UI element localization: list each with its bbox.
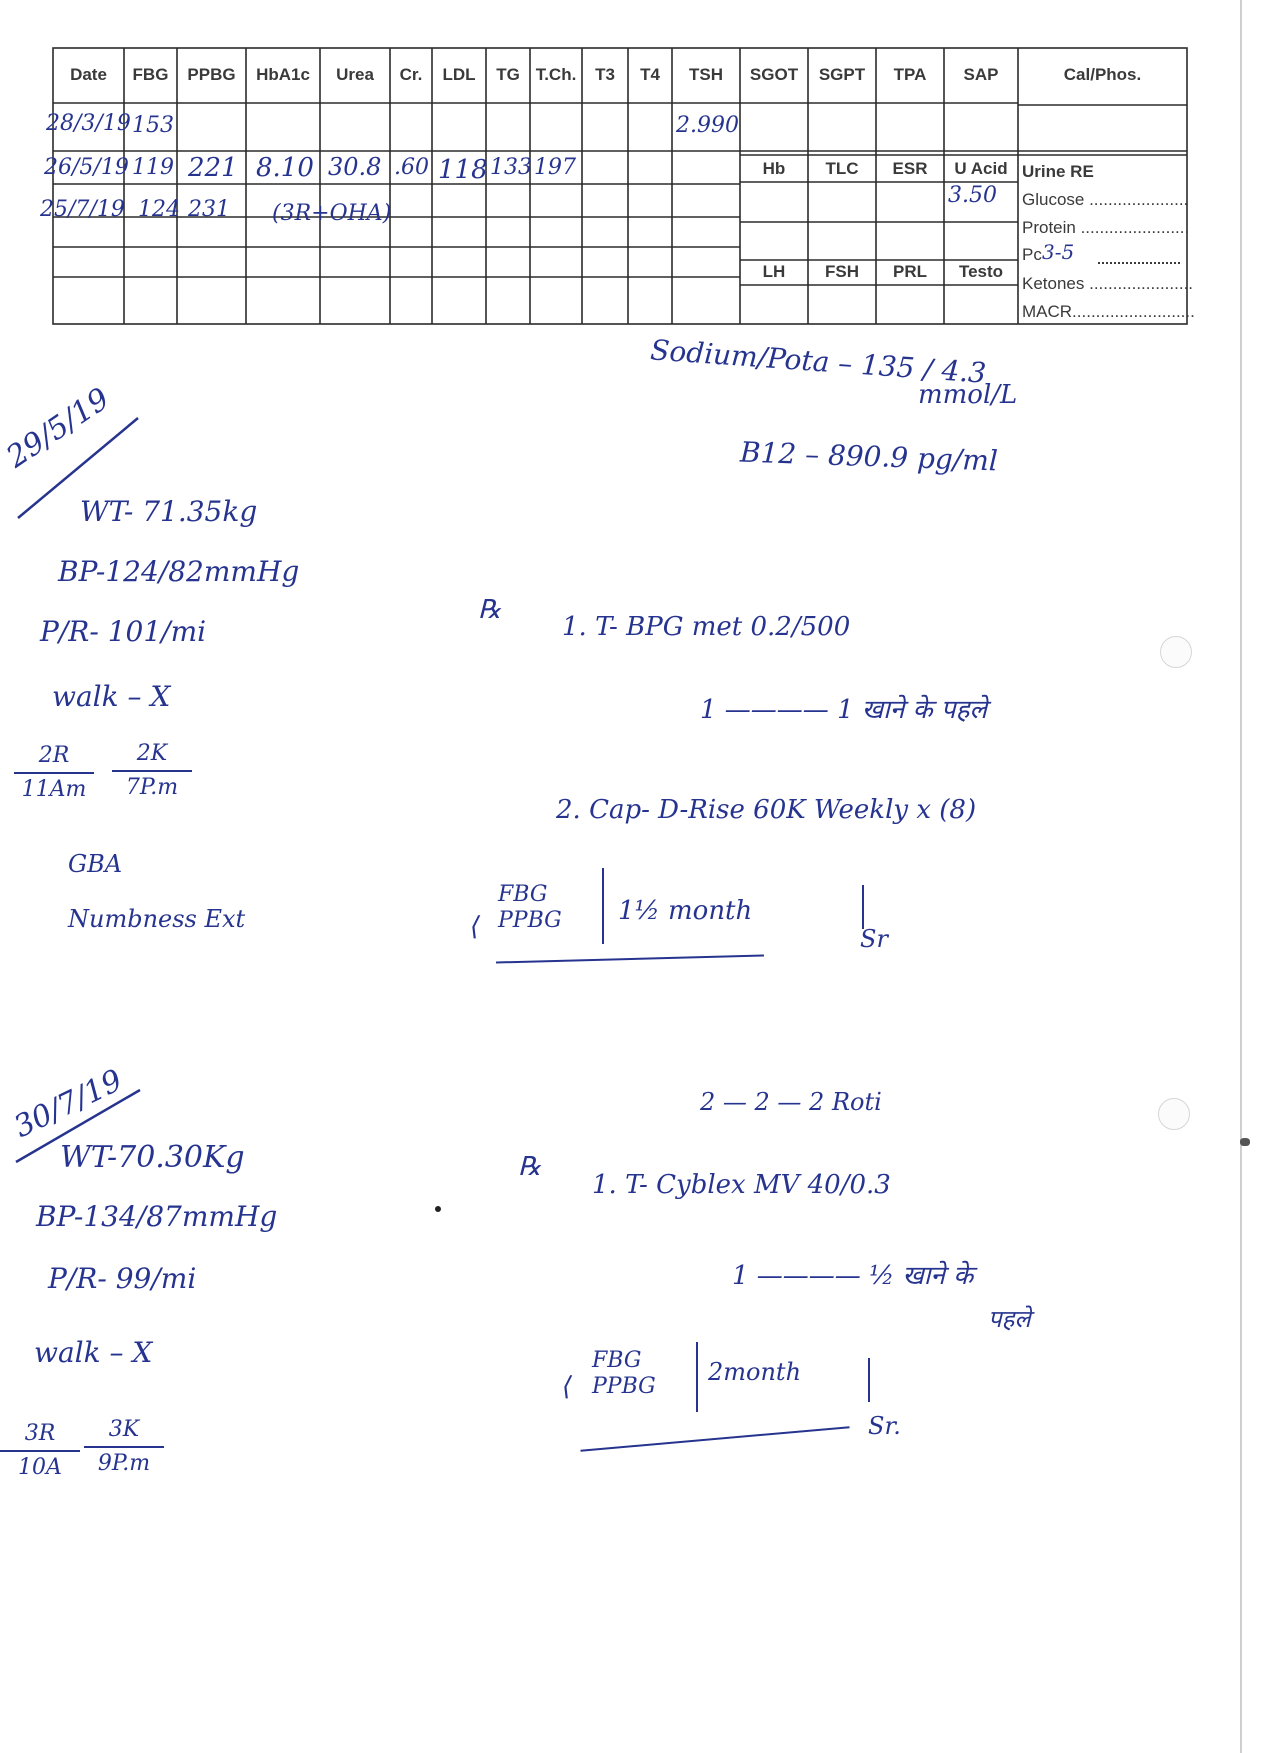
visit1-insulin-morning-dose: 2R (14, 740, 94, 774)
subheader-lh: LH (762, 262, 786, 281)
visit2-followup-divider (696, 1342, 698, 1412)
lab-results-table (40, 47, 1188, 325)
visit1-insulin-evening-time: 7P.m (125, 775, 179, 800)
visit1-rx1: 1. T- BPG met 0.2/500 (562, 612, 851, 642)
visit2-insulin-morning-time: 10A (18, 1455, 62, 1480)
visit1-gba: GBA (68, 850, 123, 878)
header-tg: TG (496, 65, 520, 84)
visit2-pulse: P/R- 99/mi (48, 1262, 197, 1295)
urine-re-title: Urine RE (1022, 162, 1094, 181)
row2-ppbg: 221 (188, 153, 238, 183)
header-ldl: LDL (442, 65, 476, 84)
visit1-signature: Sr (860, 925, 888, 953)
header-t4: T4 (640, 65, 660, 84)
subheader-testo: Testo (958, 262, 1004, 281)
subheader-hb: Hb (762, 159, 786, 178)
visit1-insulin-morning-time: 11Am (21, 777, 87, 802)
visit2-insulin-morning (0, 1418, 80, 1484)
visit2-rx-symbol: ℞ (518, 1152, 542, 1182)
urine-protein: Protein ....................... (1022, 218, 1190, 237)
row2-fbg: 119 (132, 155, 174, 180)
header-ppbg: PPBG (187, 65, 236, 84)
visit1-rx-symbol: ℞ (478, 595, 502, 625)
visit1-insulin-morning (14, 740, 94, 806)
row1-fbg: 153 (132, 113, 174, 138)
header-sap: SAP (963, 65, 999, 84)
row3-note: (3R+OHA) (272, 201, 392, 226)
urine-pus-dots (1098, 262, 1180, 264)
visit1-insulin-evening-dose: 2K (112, 738, 192, 772)
visit2-followup-underline (580, 1426, 849, 1452)
visit2-bp: BP-134/87mmHg (36, 1200, 278, 1233)
visit2-rx1-dose: 1 ———— ½ खाने के (732, 1261, 974, 1291)
visit2-walk: walk – X (34, 1336, 153, 1369)
subheader-esr: ESR (892, 159, 928, 178)
urine-macr: MACR.......................... (1022, 302, 1195, 321)
visit2-insulin-evening-time: 9P.m (97, 1451, 151, 1476)
visit1-numbness: Numbness Ext (68, 905, 246, 933)
b12-note: B12 – 890.9 pg/ml (739, 435, 999, 478)
urine-ketones: Ketones ...................... (1022, 274, 1194, 293)
visit1-date: 29/5/19 (0, 381, 116, 475)
visit2-insulin-morning-dose: 3R (0, 1418, 80, 1452)
visit2-weight: WT-70.30Kg (60, 1140, 245, 1175)
u-acid-value: 3.50 (948, 183, 997, 208)
visit1-followup-tests (498, 882, 562, 934)
header-tpa: TPA (893, 65, 927, 84)
row2-urea: 30.8 (328, 153, 382, 181)
visit2-followup-bracket: ⟨ (562, 1372, 573, 1402)
visit2-followup-period: 2month (708, 1358, 802, 1386)
row2-ldl: 118 (438, 155, 488, 185)
visit1-pulse: P/R- 101/mi (40, 615, 207, 648)
row3-fbg: 124 (138, 197, 180, 222)
subheader-prl: PRL (893, 262, 927, 281)
row3-date: 25/7/19 (40, 197, 125, 222)
visit1-followup-underline (496, 954, 764, 963)
visit2-date: 30/7/19 (8, 1062, 128, 1145)
header-tsh: TSH (689, 65, 723, 84)
visit1-bp: BP-124/82mmHg (58, 555, 300, 588)
row2-tg: 133 (490, 155, 532, 180)
row1-tsh: 2.990 (676, 113, 739, 138)
subheader-tlc: TLC (825, 159, 859, 178)
row2-cr: .60 (394, 155, 429, 180)
subheader-fsh: FSH (825, 262, 859, 281)
visit2-insulin-evening-dose: 3K (84, 1414, 164, 1448)
header-hba1c: HbA1c (256, 65, 310, 84)
header-cr: Cr. (399, 65, 423, 84)
visit2-rx1-dose-line2: पहले (988, 1305, 1031, 1333)
subheader-u-acid: U Acid (954, 159, 1008, 178)
visit1-signature-mark (862, 885, 864, 929)
visit2-rx1: 1. T- Cyblex MV 40/0.3 (592, 1170, 891, 1200)
visit1-followup-period: 1½ month (618, 896, 753, 926)
header-sgot: SGOT (749, 65, 799, 84)
punch-hole-top (1160, 636, 1192, 668)
visit1-rx2: 2. Cap- D-Rise 60K Weekly x (8) (556, 795, 977, 825)
visit1-weight: WT- 71.35kg (80, 495, 258, 528)
scan-edge (1240, 0, 1242, 1753)
visit2-roti: 2 — 2 — 2 Roti (700, 1088, 882, 1116)
row2-hba1c: 8.10 (256, 153, 314, 183)
urine-glucose: Glucose ..................... (1022, 190, 1189, 209)
visit1-followup-divider (602, 868, 604, 944)
urine-pus-label: Pc (1022, 245, 1042, 264)
visit2-signature: Sr. (868, 1412, 901, 1440)
header-date: Date (70, 65, 107, 84)
header-fbg: FBG (132, 65, 169, 84)
visit1-walk: walk – X (52, 680, 171, 713)
visit1-insulin-evening (112, 738, 192, 804)
punch-hole-bottom (1158, 1098, 1190, 1130)
urine-pus-value: 3-5 (1042, 240, 1075, 264)
row2-tch: 197 (534, 155, 576, 180)
row3-ppbg: 231 (188, 197, 230, 222)
visit1-followup-bracket: ⟨ (470, 912, 481, 942)
row1-date: 28/3/19 (46, 111, 131, 136)
row2-date: 26/5/19 (44, 155, 129, 180)
visit1-followup-fbg: FBG (498, 882, 548, 907)
visit2-followup-ppbg: PPBG (592, 1374, 656, 1399)
header-sgpt: SGPT (818, 65, 866, 84)
ink-dot (435, 1206, 441, 1212)
header-t3: T3 (595, 65, 615, 84)
electrolytes-note: Sodium/Pota – 135 / 4.3 (649, 333, 988, 390)
header-cal-phos: Cal/Phos. (1063, 65, 1142, 84)
electrolytes-unit: mmol/L (918, 380, 1018, 410)
scan-speck (1240, 1138, 1250, 1146)
visit1-followup-ppbg: PPBG (498, 908, 562, 933)
visit2-signature-mark (868, 1358, 870, 1402)
visit2-insulin-evening (84, 1414, 164, 1480)
header-tch: T.Ch. (535, 65, 577, 84)
visit2-followup-tests (592, 1348, 656, 1400)
header-urea: Urea (336, 65, 374, 84)
visit1-rx1-dose: 1 ———— 1 खाने के पहले (700, 695, 988, 725)
visit2-followup-fbg: FBG (592, 1348, 642, 1373)
